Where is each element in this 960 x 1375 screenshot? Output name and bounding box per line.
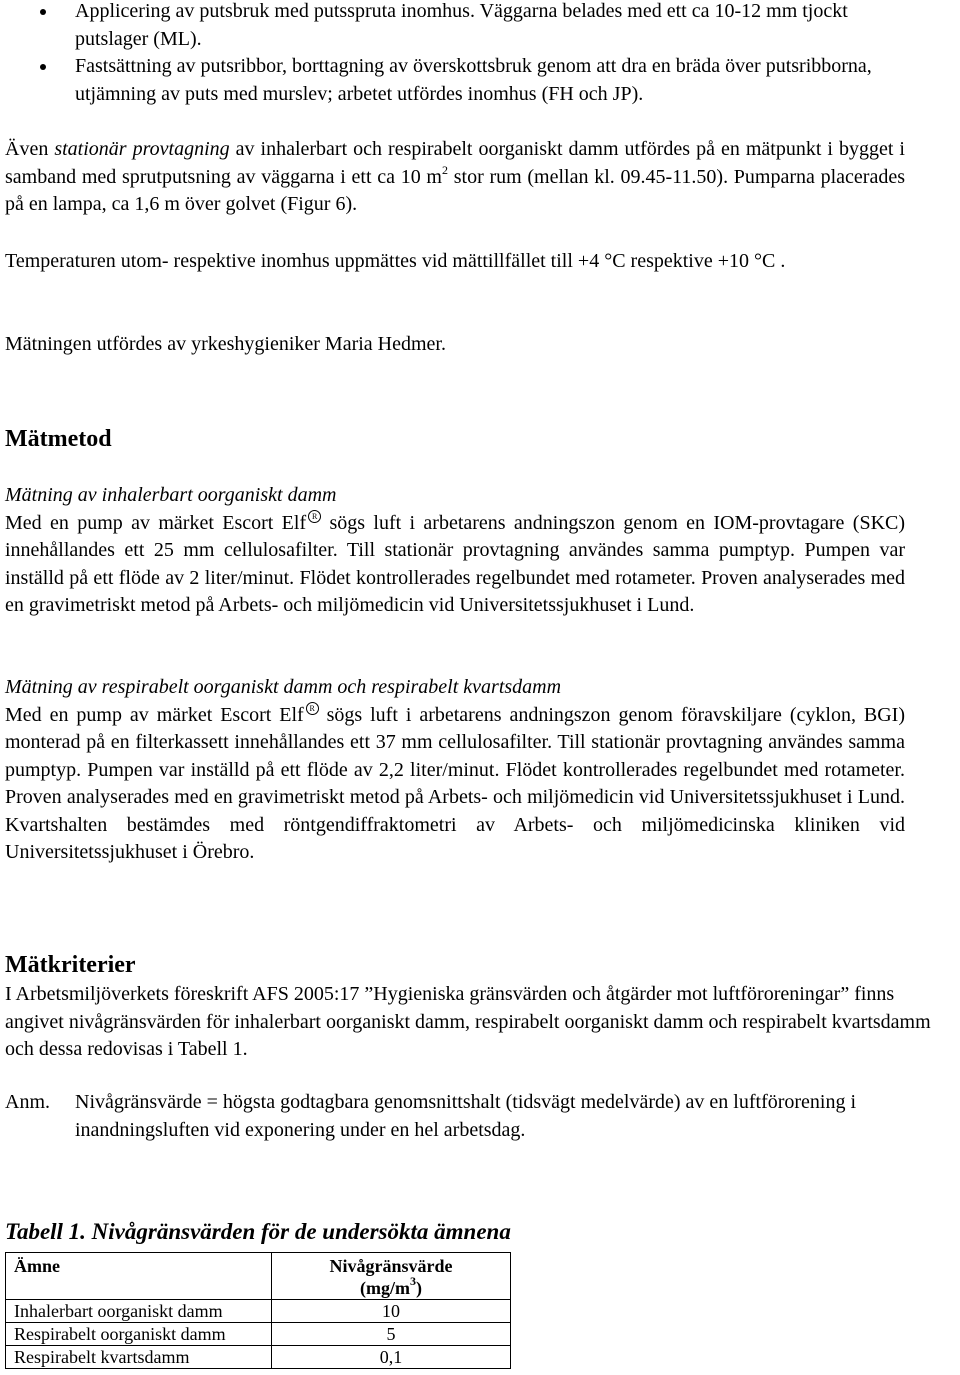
bullet-icon [40,64,46,70]
note-block [5,1089,865,1144]
header-limit-value [272,1253,511,1300]
inhalable-method-block [5,482,905,620]
inhalable-method-text [5,510,905,620]
header-substance: Ämne [6,1253,272,1300]
work-task-list [0,0,905,108]
header-unit-post: ) [415,1278,422,1298]
inhalable-text-b: sögs luft i arbetarens andningszon genom en IOM-provtagare (SKC) innehållandes ett 25 mm cellulosafilter. Till stationär provtagning användes samma pumptyp. Pumpen var inställd på ett flöde av 2 liter/minut. Flödet kontrollerades regelbundet med rotameter. Proven analyserades med en gravimetriskt metod på Arbets- och miljömedicin vid Universitetssjukhuset i Lund. [5,511,906,616]
header-value-label: Nivågränsvärde [329,1256,453,1276]
header-unit-pre: (mg/m [360,1278,410,1298]
measurer-paragraph: Mätningen utfördes av yrkeshygieniker Maria Hedmer. [5,333,446,355]
respirable-text-b: sögs luft i arbetarens andningszon genom föravskiljare (cyklon, BGI) monterad på en filterkassett innehållandes ett 37 mm cellulosafilter. Till stationär provtagning användes samma pumptyp. Pumpen var inställd på ett flöde av 2,2 liter/minut. Flödet kontrollerades regelbundet med rotameter. Proven analyserades med en gravimetriskt metod på Arbets- och miljömedicin vid Universitetssjukhuset i Lund. Kvartshalten bestämdes med röntgendiffraktometri av Arbets- och miljömedicinska kliniken vid Universitetssjukhuset i Örebro. [5,703,905,863]
table-row [6,1346,511,1369]
inhalable-text-a: Med en pump av märket Escort Elf [5,511,307,534]
limit-values-table [5,1252,511,1369]
stationary-sampling-paragraph [5,136,905,219]
note-text: Nivågränsvärde = högsta godtagbara genomsnittshalt (tidsvägt medelvärde) av en luftförorening i inandningsluften vid exponering under en hel arbetsdag. [75,1091,857,1141]
respirable-text-a: Med en pump av märket Escort Elf [5,703,304,726]
stationary-tail: stor rum (mellan kl. 09.45-11.50). Pumparna placerades på en lampa, ca 1,6 m över golvet (Figur 6). [5,165,905,215]
header-unit-sup: 3 [409,1274,416,1288]
cell-value: 5 [272,1323,511,1346]
criteria-paragraph: I Arbetsmiljöverkets föreskrift AFS 2005:17 ”Hygieniska gränsvärden och åtgärder mot luftföroreningar” finns angivet nivågränsvärden för inhalerbart oorganiskt damm, respirabelt oorganiskt damm och respirabelt kvartsdamm och dessa redovisas i Tabell 1. [5,983,931,1060]
registered-icon: R [306,702,319,715]
registered-icon: R [308,510,321,523]
list-item-text: Fastsättning av putsribbor, borttagning av överskottsbruk genom att dra en bräda över putsribborna, utjämning av puts med murslev; arbetet utfördes inomhus (FH och JP). [75,55,872,105]
stationary-mid: av inhalerbart och respirabelt oorganiskt damm utfördes på en mätpunkt i bygget i samband med sprutputsning av väggarna i ett ca 10 m [5,138,905,188]
table-row [6,1323,511,1346]
stationary-lead: Även [5,138,55,160]
list-item-text: Applicering av putsbruk med putsspruta inomhus. Väggarna belades med ett ca 10-12 mm tjockt putslager (ML). [75,0,848,50]
cell-value: 10 [272,1300,511,1323]
cell-substance: Respirabelt kvartsdamm [6,1346,272,1369]
list-item [0,53,905,108]
temperature-paragraph: Temperaturen utom- respektive inomhus uppmättes vid mättillfället till +4 °C respektive +10 °C . [5,250,786,272]
cell-substance: Inhalerbart oorganiskt damm [6,1300,272,1323]
table-caption: Tabell 1. Nivågränsvärden för de undersökta ämnena [5,1219,511,1244]
respirable-method-text [5,702,905,867]
stationary-emphasis: stationär provtagning [54,138,230,160]
respirable-method-block [5,674,905,867]
section-heading-method: Mätmetod [5,426,112,452]
area-superscript: 2 [442,162,448,177]
note-label: Anm. [5,1091,50,1113]
subheading-respirable: Mätning av respirabelt oorganiskt damm och respirabelt kvartsdamm [5,676,562,698]
cell-substance: Respirabelt oorganiskt damm [6,1323,272,1346]
list-item [0,0,905,53]
cell-value: 0,1 [272,1346,511,1369]
subheading-inhalable: Mätning av inhalerbart oorganiskt damm [5,484,337,506]
bullet-icon [40,9,46,15]
table-row [6,1300,511,1323]
table-header-row [6,1253,511,1300]
section-heading-criteria: Mätkriterier [5,952,136,978]
